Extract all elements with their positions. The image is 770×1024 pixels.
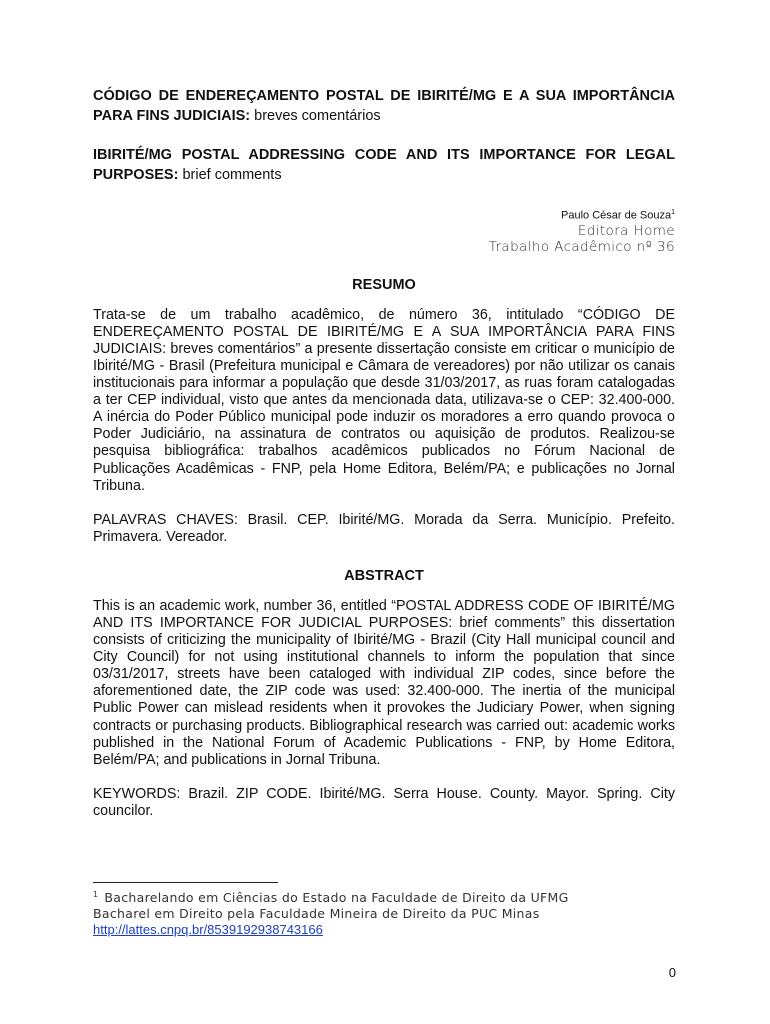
footnote-line-2: Bacharel em Direito pela Faculdade Mineira de Direito da PUC Minas [93, 906, 540, 922]
author-block [93, 206, 675, 255]
footnote-mark: 1 [93, 890, 99, 899]
document-body [93, 86, 675, 820]
author-footnote-mark: 1 [671, 209, 675, 216]
title-portuguese-bold: CÓDIGO DE ENDEREÇAMENTO POSTAL DE IBIRITÉ/MG E A SUA IMPORTÂNCIA PARA FINS JUDICIAIS: [93, 88, 675, 124]
footnote-line-1: $^1$ Bacharelando em Ciências do Estado na Faculdade de Direito da UFMG [93, 890, 569, 906]
page-number: 0 [668, 965, 676, 980]
title-english-bold: IBIRITÉ/MG POSTAL ADDRESSING CODE AND ITS IMPORTANCE FOR LEGAL PURPOSES: [93, 147, 675, 183]
publisher: Editora Home [577, 222, 675, 239]
title-portuguese [93, 86, 675, 126]
resumo-keywords: PALAVRAS CHAVES: Brasil. CEP. Ibirité/MG. Morada da Serra. Município. Prefeito. Primavera. Vereador. [93, 511, 675, 545]
lattes-link[interactable]: http://lattes.cnpq.br/8539192938743166 [93, 922, 323, 938]
title-portuguese-subtitle: breves comentários [254, 108, 381, 124]
abstract-keywords: KEYWORDS: Brazil. ZIP CODE. Ibirité/MG. Serra House. County. Mayor. Spring. City councilor. [93, 785, 675, 819]
abstract-heading: ABSTRACT [344, 567, 424, 584]
resumo-heading: RESUMO [352, 276, 416, 293]
abstract-text: This is an academic work, number 36, entitled “POSTAL ADDRESS CODE OF IBIRITÉ/MG AND ITS IMPORTANCE FOR JUDICIAL PURPOSES: brief comments” this dissertation consists of criticizing the municipality of Ibirité/MG - Brazil (City Hall municipal council and City Council) for not using institutional channels to inform the population that since 03/31/2017, streets have been cataloged with individual ZIP codes, since before the aforementioned date, the ZIP code was used: 32.400-000. The inertia of the municipal Public Power can mislead residents when it provokes the Judiciary Power, when signing contracts or purchasing products. Bibliographical research was carried out: academic works published in the National Forum of Academic Publications - FNP, by Home Editora, Belém/PA; and publications in Jornal Tribuna. [93, 597, 675, 768]
title-english-subtitle: brief comments [182, 167, 282, 183]
title-english [93, 145, 675, 185]
resumo-text: Trata-se de um trabalho acadêmico, de número 36, intitulado “CÓDIGO DE ENDEREÇAMENTO POSTAL DE IBIRITÉ/MG E A SUA IMPORTÂNCIA PARA FINS JUDICIAIS: breves comentários” a presente dissertação consiste em criticar o município de Ibirité/MG - Brasil (Prefeitura municipal e Câmara de vereadores) por não utilizar os canais institucionais para informar a população que desde 31/03/2017, as ruas foram catalogadas a ter CEP individual, visto que antes da mencionada data, utilizava-se o CEP: 32.400-000. A inércia do Poder Público municipal pode induzir os moradores a erro quando provoca o Poder Judiciário, na assinatura de contratos ou aquisição de produtos. Realizou-se pesquisa bibliográfica: trabalhos acadêmicos publicados no Fórum Nacional de Publicações Acadêmicas - FNP, pela Home Editora, Belém/PA; e publicações no Jornal Tribuna. [93, 306, 675, 494]
footnote-divider [93, 882, 278, 883]
footnote [93, 887, 693, 938]
work-number: Trabalho Acadêmico nº 36 [488, 238, 675, 255]
author-name: Paulo César de Souza$^1$ [561, 209, 675, 222]
